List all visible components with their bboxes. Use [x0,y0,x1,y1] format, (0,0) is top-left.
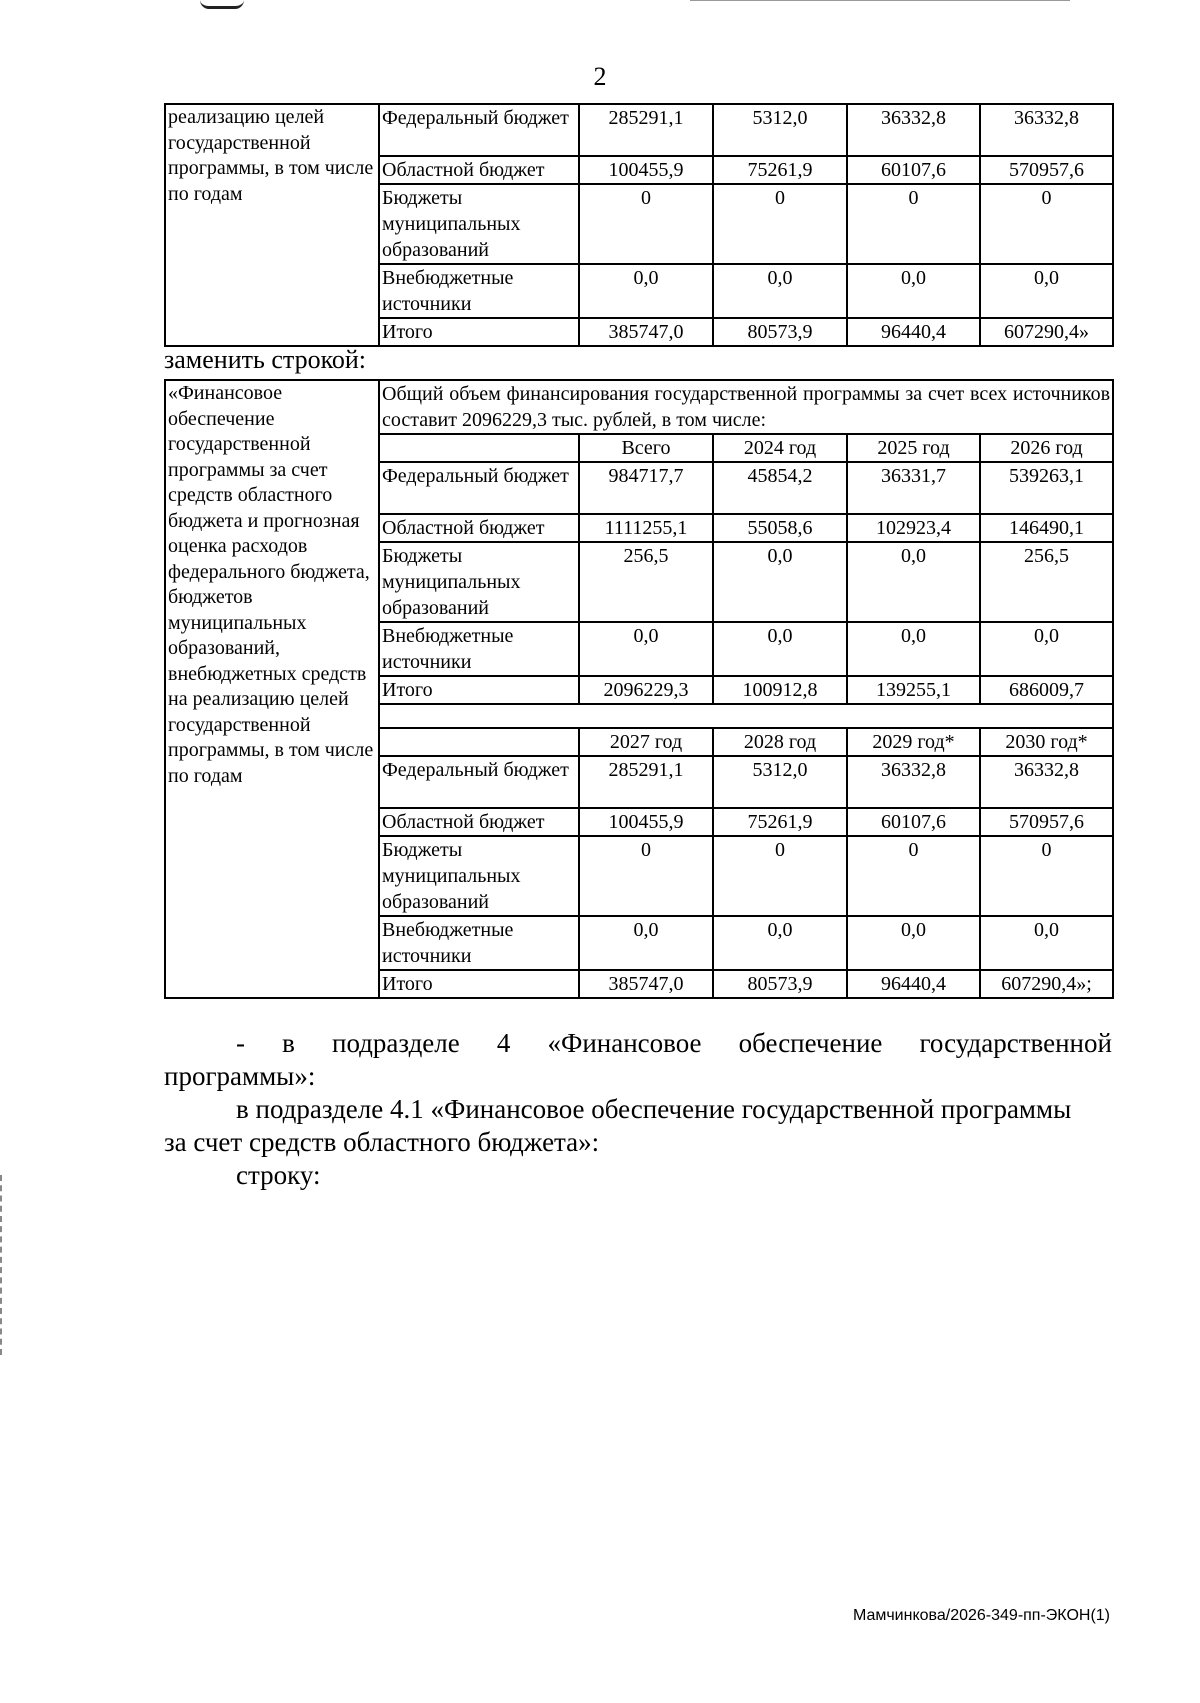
row-label: Бюджеты муниципальных образований [379,184,579,264]
value-cell: 0,0 [713,542,847,622]
value-cell: 256,5 [980,542,1113,622]
word: - [236,1028,245,1058]
value-cell: 96440,4 [847,970,980,998]
word: 4 [496,1028,511,1058]
value-cell: 0 [579,184,713,264]
value-cell: 0,0 [713,264,847,318]
old-description-cell: реализацию целей государственной программы, в том числе по годам [165,104,379,346]
value-cell: 60107,6 [847,156,980,184]
paragraph-continuation: программы»: [164,1061,316,1091]
scan-top-rule [690,0,1070,1]
value-cell: 570957,6 [980,156,1113,184]
table-row [165,104,1113,156]
value-cell: 570957,6 [980,808,1113,836]
scan-artifact [200,0,244,9]
value-cell: 0,0 [980,264,1113,318]
value-cell: 0,0 [980,622,1113,676]
value-cell: 5312,0 [713,756,847,808]
row-label: Бюджеты муниципальных образований [379,836,579,916]
value-cell: 36331,7 [847,462,980,514]
value-cell: 0 [980,836,1113,916]
value-cell: 0,0 [579,622,713,676]
value-cell: 0 [847,836,980,916]
paragraph-line-word [164,1159,1112,1192]
value-cell: 0,0 [579,916,713,970]
value-cell: 96440,4 [847,318,980,346]
value-cell: 385747,0 [579,970,713,998]
paragraph-continuation: за счет средств областного бюджета»: [164,1127,600,1157]
column-header: 2030 год* [980,728,1113,756]
value-cell: 0,0 [713,916,847,970]
value-cell: 80573,9 [713,318,847,346]
value-cell: 0,0 [713,622,847,676]
value-cell: 100912,8 [713,676,847,704]
value-cell: 146490,1 [980,514,1113,542]
value-cell: 285291,1 [579,756,713,808]
value-cell: 75261,9 [713,156,847,184]
document-code: Мамчинкова/2026-349-пп-ЭКОН(1) [852,1607,1110,1624]
paragraph-subsection-4-1 [164,1093,1112,1159]
value-cell: 36332,8 [980,104,1113,156]
value-cell: 75261,9 [713,808,847,836]
old-financing-table [164,103,1114,347]
new-financing-table [164,379,1114,999]
value-cell: 984717,7 [579,462,713,514]
value-cell: 80573,9 [713,970,847,998]
row-label: Внебюджетные источники [379,916,579,970]
word: государственной [919,1028,1112,1058]
value-cell: 45854,2 [713,462,847,514]
paragraph-subsection-4 [164,1027,1112,1093]
row-label: Итого [379,970,579,998]
empty-header-cell [379,434,579,462]
table-row [165,380,1113,434]
value-cell: 607290,4»; [980,970,1113,998]
value-cell: 0,0 [847,916,980,970]
word: в [282,1028,295,1058]
value-cell: 0 [713,184,847,264]
column-header: 2027 год [579,728,713,756]
column-header: Всего [579,434,713,462]
row-label: Федеральный бюджет [379,104,579,156]
value-cell: 539263,1 [980,462,1113,514]
word: подразделе [332,1028,460,1058]
row-label: Областной бюджет [379,514,579,542]
row-label: Внебюджетные источники [379,264,579,318]
value-cell: 385747,0 [579,318,713,346]
page-number: 2 [593,62,607,91]
row-label: Итого [379,318,579,346]
new-description-cell: «Финансовое обеспечение государственной программы за счет средств областного бюджета и прогнозная оценка расходов федерального бюджета, бюджетов муниципальных образований, внебюджетных средств на реализацию целей государственной программы, в том числе по годам [165,380,379,998]
value-cell: 5312,0 [713,104,847,156]
paragraph-first-line: в подразделе 4.1 «Финансовое обеспечение государственной программы [236,1094,1072,1124]
value-cell: 102923,4 [847,514,980,542]
value-cell: 36332,8 [847,756,980,808]
value-cell: 0,0 [980,916,1113,970]
replace-instruction: заменить строкой: [164,345,367,374]
column-header: 2029 год* [847,728,980,756]
row-label: Внебюджетные источники [379,622,579,676]
value-cell: 0,0 [579,264,713,318]
row-label: Федеральный бюджет [379,462,579,514]
value-cell: 0,0 [847,264,980,318]
value-cell: 0,0 [847,542,980,622]
row-label: Федеральный бюджет [379,756,579,808]
paragraph-first-line: строку: [236,1160,321,1190]
column-header: 2024 год [713,434,847,462]
word: обеспечение [738,1028,883,1058]
value-cell: 100455,9 [579,156,713,184]
value-cell: 60107,6 [847,808,980,836]
total-financing-intro: Общий объем финансирования государственной программы за счет всех источников составит 2096229,3 тыс. рублей, в том числе: [379,380,1113,434]
column-header: 2025 год [847,434,980,462]
row-label: Областной бюджет [379,156,579,184]
empty-header-cell [379,728,579,756]
row-label: Областной бюджет [379,808,579,836]
value-cell: 2096229,3 [579,676,713,704]
row-label: Бюджеты муниципальных образований [379,542,579,622]
value-cell: 139255,1 [847,676,980,704]
value-cell: 36332,8 [980,756,1113,808]
word: «Финансовое [547,1028,702,1058]
value-cell: 686009,7 [980,676,1113,704]
value-cell: 36332,8 [847,104,980,156]
value-cell: 285291,1 [579,104,713,156]
value-cell: 607290,4» [980,318,1113,346]
value-cell: 256,5 [579,542,713,622]
value-cell: 0 [980,184,1113,264]
value-cell: 0 [713,836,847,916]
justified-line [164,1027,1112,1060]
value-cell: 0,0 [847,622,980,676]
value-cell: 0 [847,184,980,264]
row-label: Итого [379,676,579,704]
value-cell: 55058,6 [713,514,847,542]
value-cell: 1111255,1 [579,514,713,542]
spacer-cell [379,704,1113,728]
column-header: 2026 год [980,434,1113,462]
value-cell: 100455,9 [579,808,713,836]
column-header: 2028 год [713,728,847,756]
value-cell: 0 [579,836,713,916]
scan-margin-marks [0,1175,6,1355]
